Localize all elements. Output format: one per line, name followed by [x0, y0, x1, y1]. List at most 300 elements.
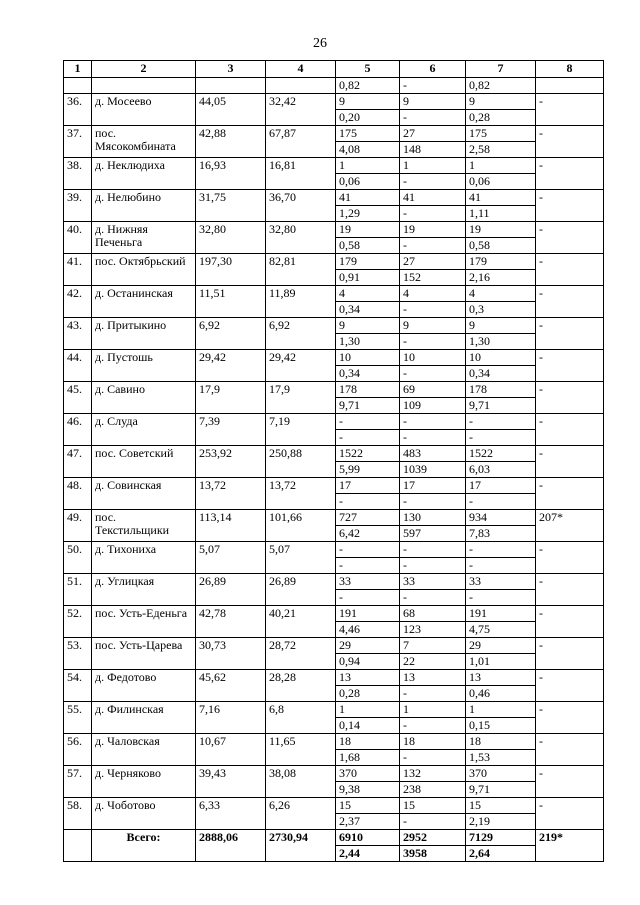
col7-upper: 19: [466, 222, 536, 238]
table-row: [64, 542, 604, 558]
column-header-2: 2: [92, 61, 196, 78]
col7-lower: 9,71: [466, 398, 536, 414]
settlement-name: д. Углицкая: [92, 574, 196, 606]
col4-value: 101,66: [266, 510, 336, 542]
table-row: [64, 286, 604, 302]
col8-value: -: [536, 350, 604, 382]
col5-upper: 9: [336, 318, 400, 334]
carry-empty-4: [266, 78, 336, 94]
settlements-table: [63, 60, 604, 862]
col4-value: 13,72: [266, 478, 336, 510]
settlement-name: д. Чоботово: [92, 798, 196, 830]
col6-lower: 123: [400, 622, 466, 638]
col8-value: -: [536, 414, 604, 446]
col5-lower: 9,38: [336, 782, 400, 798]
col4-value: 82,81: [266, 254, 336, 286]
settlement-name: пос. Советский: [92, 446, 196, 478]
col4-value: 28,28: [266, 670, 336, 702]
col5-upper: 13: [336, 670, 400, 686]
col6-upper: 27: [400, 126, 466, 142]
settlement-name: д. Пустошь: [92, 350, 196, 382]
col7-upper: 191: [466, 606, 536, 622]
col6-upper: 1: [400, 158, 466, 174]
carry-over-row: [64, 78, 604, 94]
col6-upper: 132: [400, 766, 466, 782]
col6-upper: -: [400, 542, 466, 558]
col5-lower: 0,20: [336, 110, 400, 126]
col7-upper: 33: [466, 574, 536, 590]
col5-upper: -: [336, 542, 400, 558]
col8-value: -: [536, 638, 604, 670]
col6-lower: 238: [400, 782, 466, 798]
header-row: [64, 61, 604, 78]
col5-lower: 1,29: [336, 206, 400, 222]
column-header-6: 6: [400, 61, 466, 78]
col6-upper: 1: [400, 702, 466, 718]
col6-upper: 4: [400, 286, 466, 302]
page-number: 26: [313, 36, 327, 51]
col6-lower: -: [400, 302, 466, 318]
col4-value: 6,26: [266, 798, 336, 830]
row-number: 44.: [64, 350, 92, 382]
col5-lower: 0,58: [336, 238, 400, 254]
col6-upper: 483: [400, 446, 466, 462]
col5-upper: 1: [336, 158, 400, 174]
row-number: 38.: [64, 158, 92, 190]
total-row: [64, 830, 604, 846]
row-number: 55.: [64, 702, 92, 734]
col3-value: 253,92: [196, 446, 266, 478]
col6-lower: -: [400, 110, 466, 126]
col7-upper: 29: [466, 638, 536, 654]
col7-upper: 1: [466, 702, 536, 718]
row-number: 54.: [64, 670, 92, 702]
col5-lower: 0,34: [336, 302, 400, 318]
total-col7-upper: 7129: [466, 830, 536, 846]
col5-lower: 1,30: [336, 334, 400, 350]
row-number: 58.: [64, 798, 92, 830]
row-number: 42.: [64, 286, 92, 318]
col5-upper: 179: [336, 254, 400, 270]
row-number: 39.: [64, 190, 92, 222]
col8-value: 207*: [536, 510, 604, 542]
col5-lower: 1,68: [336, 750, 400, 766]
column-header-7: 7: [466, 61, 536, 78]
col5-lower: 0,28: [336, 686, 400, 702]
col7-upper: 41: [466, 190, 536, 206]
col4-value: 17,9: [266, 382, 336, 414]
settlement-name: д. Мосеево: [92, 94, 196, 126]
col7-lower: 1,53: [466, 750, 536, 766]
carry-c5: 0,82: [336, 78, 400, 94]
col5-lower: 0,91: [336, 270, 400, 286]
col7-lower: -: [466, 590, 536, 606]
col6-upper: 13: [400, 670, 466, 686]
col6-upper: -: [400, 414, 466, 430]
col5-lower: 4,08: [336, 142, 400, 158]
col6-upper: 9: [400, 318, 466, 334]
table-row: [64, 446, 604, 462]
col3-value: 16,93: [196, 158, 266, 190]
col3-value: 113,14: [196, 510, 266, 542]
col8-value: -: [536, 798, 604, 830]
settlement-name: д. Слуда: [92, 414, 196, 446]
carry-empty-1: [64, 78, 92, 94]
total-col8: 219*: [536, 830, 604, 862]
col5-upper: 10: [336, 350, 400, 366]
col4-value: 6,8: [266, 702, 336, 734]
carry-empty-8: [536, 78, 604, 94]
col4-value: 32,42: [266, 94, 336, 126]
total-label: Всего:: [92, 830, 196, 862]
col3-value: 6,33: [196, 798, 266, 830]
col8-value: -: [536, 254, 604, 286]
total-col4: 2730,94: [266, 830, 336, 862]
settlement-name: д. Нелюбино: [92, 190, 196, 222]
col3-value: 17,9: [196, 382, 266, 414]
col6-upper: 27: [400, 254, 466, 270]
col7-lower: 0,34: [466, 366, 536, 382]
col3-value: 32,80: [196, 222, 266, 254]
col6-lower: -: [400, 334, 466, 350]
settlement-name: пос. Мясокомбината: [92, 126, 196, 158]
col6-upper: 68: [400, 606, 466, 622]
col8-value: -: [536, 94, 604, 126]
col7-upper: 934: [466, 510, 536, 526]
row-number: 49.: [64, 510, 92, 542]
col3-value: 39,43: [196, 766, 266, 798]
col7-upper: -: [466, 414, 536, 430]
carry-c7: 0,82: [466, 78, 536, 94]
col5-lower: 2,37: [336, 814, 400, 830]
table-row: [64, 350, 604, 366]
col7-lower: 2,19: [466, 814, 536, 830]
col5-lower: 0,34: [336, 366, 400, 382]
column-header-5: 5: [336, 61, 400, 78]
col6-lower: -: [400, 366, 466, 382]
col6-lower: 597: [400, 526, 466, 542]
col6-lower: -: [400, 558, 466, 574]
col7-upper: 175: [466, 126, 536, 142]
col7-lower: 1,30: [466, 334, 536, 350]
row-number: 37.: [64, 126, 92, 158]
col7-upper: 9: [466, 94, 536, 110]
col6-lower: -: [400, 238, 466, 254]
table-row: [64, 414, 604, 430]
col7-lower: 1,11: [466, 206, 536, 222]
col5-upper: 15: [336, 798, 400, 814]
col3-value: 11,51: [196, 286, 266, 318]
row-number: 45.: [64, 382, 92, 414]
settlement-name: д. Нижняя Печеньга: [92, 222, 196, 254]
col3-value: 45,62: [196, 670, 266, 702]
col6-lower: 148: [400, 142, 466, 158]
col6-upper: 41: [400, 190, 466, 206]
col5-lower: -: [336, 430, 400, 446]
col4-value: 11,89: [266, 286, 336, 318]
col5-upper: 1: [336, 702, 400, 718]
col5-lower: 0,94: [336, 654, 400, 670]
col8-value: -: [536, 574, 604, 606]
col6-upper: 17: [400, 478, 466, 494]
table-row: [64, 158, 604, 174]
col4-value: 16,81: [266, 158, 336, 190]
col5-lower: 9,71: [336, 398, 400, 414]
col8-value: -: [536, 734, 604, 766]
col5-upper: -: [336, 414, 400, 430]
col5-upper: 370: [336, 766, 400, 782]
settlement-name: д. Савино: [92, 382, 196, 414]
col4-value: 250,88: [266, 446, 336, 478]
settlement-name: пос. Октябрьский: [92, 254, 196, 286]
table-row: [64, 126, 604, 142]
col7-upper: 179: [466, 254, 536, 270]
settlement-name: д. Чаловская: [92, 734, 196, 766]
carry-c6: -: [400, 78, 466, 94]
table-row: [64, 574, 604, 590]
col7-lower: 0,58: [466, 238, 536, 254]
table-row: [64, 734, 604, 750]
col5-lower: 6,42: [336, 526, 400, 542]
column-header-1: 1: [64, 61, 92, 78]
col6-lower: -: [400, 174, 466, 190]
col5-upper: 19: [336, 222, 400, 238]
table-row: [64, 318, 604, 334]
col8-value: -: [536, 190, 604, 222]
col8-value: -: [536, 670, 604, 702]
col7-upper: 1: [466, 158, 536, 174]
table-row: [64, 606, 604, 622]
total-col7-lower: 2,64: [466, 846, 536, 862]
col7-upper: 15: [466, 798, 536, 814]
col7-upper: 17: [466, 478, 536, 494]
settlement-name: д. Останинская: [92, 286, 196, 318]
table-row: [64, 478, 604, 494]
col3-value: 31,75: [196, 190, 266, 222]
col7-upper: 18: [466, 734, 536, 750]
col6-upper: 18: [400, 734, 466, 750]
col7-upper: 4: [466, 286, 536, 302]
col3-value: 26,89: [196, 574, 266, 606]
col6-lower: -: [400, 430, 466, 446]
col6-lower: -: [400, 686, 466, 702]
col7-lower: -: [466, 558, 536, 574]
total-col6-lower: 3958: [400, 846, 466, 862]
table-row: [64, 222, 604, 238]
col6-lower: -: [400, 206, 466, 222]
row-number: 46.: [64, 414, 92, 446]
col7-lower: -: [466, 430, 536, 446]
settlement-name: пос. Усть-Еденьга: [92, 606, 196, 638]
col7-lower: 6,03: [466, 462, 536, 478]
table-row: [64, 510, 604, 526]
col7-lower: 0,3: [466, 302, 536, 318]
row-number: 52.: [64, 606, 92, 638]
col6-upper: 69: [400, 382, 466, 398]
col8-value: -: [536, 702, 604, 734]
col8-value: -: [536, 542, 604, 574]
col7-upper: -: [466, 542, 536, 558]
col8-value: -: [536, 126, 604, 158]
row-number: 47.: [64, 446, 92, 478]
col6-upper: 130: [400, 510, 466, 526]
total-empty: [64, 830, 92, 862]
col5-lower: -: [336, 590, 400, 606]
settlement-name: д. Филинская: [92, 702, 196, 734]
row-number: 51.: [64, 574, 92, 606]
col6-upper: 10: [400, 350, 466, 366]
col4-value: 6,92: [266, 318, 336, 350]
col5-upper: 191: [336, 606, 400, 622]
row-number: 48.: [64, 478, 92, 510]
col8-value: -: [536, 222, 604, 254]
col7-upper: 9: [466, 318, 536, 334]
table-row: [64, 798, 604, 814]
col4-value: 67,87: [266, 126, 336, 158]
row-number: 43.: [64, 318, 92, 350]
col8-value: -: [536, 606, 604, 638]
table-row: [64, 766, 604, 782]
col3-value: 44,05: [196, 94, 266, 126]
col6-lower: 109: [400, 398, 466, 414]
col4-value: 29,42: [266, 350, 336, 382]
col5-upper: 4: [336, 286, 400, 302]
col7-lower: 7,83: [466, 526, 536, 542]
col6-upper: 19: [400, 222, 466, 238]
col5-upper: 18: [336, 734, 400, 750]
settlement-name: д. Тихониха: [92, 542, 196, 574]
col3-value: 29,42: [196, 350, 266, 382]
col3-value: 10,67: [196, 734, 266, 766]
col6-upper: 9: [400, 94, 466, 110]
total-col5-lower: 2,44: [336, 846, 400, 862]
row-number: 40.: [64, 222, 92, 254]
table-row: [64, 638, 604, 654]
col8-value: -: [536, 286, 604, 318]
col5-lower: -: [336, 558, 400, 574]
total-col6-upper: 2952: [400, 830, 466, 846]
col5-upper: 41: [336, 190, 400, 206]
col7-lower: -: [466, 494, 536, 510]
col7-upper: 1522: [466, 446, 536, 462]
col4-value: 11,65: [266, 734, 336, 766]
settlement-name: пос. Текстильщики: [92, 510, 196, 542]
col5-upper: 175: [336, 126, 400, 142]
col3-value: 7,39: [196, 414, 266, 446]
col8-value: -: [536, 478, 604, 510]
col3-value: 197,30: [196, 254, 266, 286]
col3-value: 6,92: [196, 318, 266, 350]
col5-upper: 727: [336, 510, 400, 526]
total-col5-upper: 6910: [336, 830, 400, 846]
col7-lower: 9,71: [466, 782, 536, 798]
col4-value: 26,89: [266, 574, 336, 606]
row-number: 53.: [64, 638, 92, 670]
col7-upper: 10: [466, 350, 536, 366]
col4-value: 28,72: [266, 638, 336, 670]
table-row: [64, 382, 604, 398]
row-number: 36.: [64, 94, 92, 126]
settlement-name: д. Неклюдиха: [92, 158, 196, 190]
col7-lower: 0,15: [466, 718, 536, 734]
col5-upper: 178: [336, 382, 400, 398]
col4-value: 36,70: [266, 190, 336, 222]
col4-value: 38,08: [266, 766, 336, 798]
table-row: [64, 190, 604, 206]
col6-lower: -: [400, 750, 466, 766]
carry-empty-3: [196, 78, 266, 94]
row-number: 41.: [64, 254, 92, 286]
col5-lower: -: [336, 494, 400, 510]
col3-value: 7,16: [196, 702, 266, 734]
col7-lower: 0,06: [466, 174, 536, 190]
column-header-4: 4: [266, 61, 336, 78]
col6-upper: 7: [400, 638, 466, 654]
col6-upper: 33: [400, 574, 466, 590]
col7-lower: 1,01: [466, 654, 536, 670]
col6-lower: 22: [400, 654, 466, 670]
col8-value: -: [536, 382, 604, 414]
table-row: [64, 94, 604, 110]
col5-upper: 33: [336, 574, 400, 590]
col5-lower: 0,14: [336, 718, 400, 734]
settlement-name: д. Черняково: [92, 766, 196, 798]
settlement-name: д. Притыкино: [92, 318, 196, 350]
settlement-name: пос. Усть-Царева: [92, 638, 196, 670]
col5-lower: 5,99: [336, 462, 400, 478]
column-header-3: 3: [196, 61, 266, 78]
col6-lower: 1039: [400, 462, 466, 478]
col5-upper: 29: [336, 638, 400, 654]
row-number: 57.: [64, 766, 92, 798]
col6-lower: -: [400, 718, 466, 734]
col3-value: 42,88: [196, 126, 266, 158]
col5-upper: 9: [336, 94, 400, 110]
column-header-8: 8: [536, 61, 604, 78]
total-col3: 2888,06: [196, 830, 266, 862]
col7-lower: 4,75: [466, 622, 536, 638]
table-row: [64, 670, 604, 686]
col7-lower: 0,46: [466, 686, 536, 702]
col7-upper: 13: [466, 670, 536, 686]
table-row: [64, 702, 604, 718]
col4-value: 5,07: [266, 542, 336, 574]
col3-value: 30,73: [196, 638, 266, 670]
col4-value: 32,80: [266, 222, 336, 254]
col4-value: 7,19: [266, 414, 336, 446]
carry-empty-2: [92, 78, 196, 94]
col7-lower: 2,58: [466, 142, 536, 158]
table-row: [64, 254, 604, 270]
col7-upper: 370: [466, 766, 536, 782]
row-number: 56.: [64, 734, 92, 766]
col6-lower: -: [400, 590, 466, 606]
col8-value: -: [536, 766, 604, 798]
col4-value: 40,21: [266, 606, 336, 638]
col6-upper: 15: [400, 798, 466, 814]
col7-upper: 178: [466, 382, 536, 398]
col7-lower: 2,16: [466, 270, 536, 286]
row-number: 50.: [64, 542, 92, 574]
settlement-name: д. Федотово: [92, 670, 196, 702]
col5-lower: 4,46: [336, 622, 400, 638]
col3-value: 5,07: [196, 542, 266, 574]
col5-upper: 1522: [336, 446, 400, 462]
col6-lower: -: [400, 494, 466, 510]
col3-value: 13,72: [196, 478, 266, 510]
col5-lower: 0,06: [336, 174, 400, 190]
col6-lower: 152: [400, 270, 466, 286]
